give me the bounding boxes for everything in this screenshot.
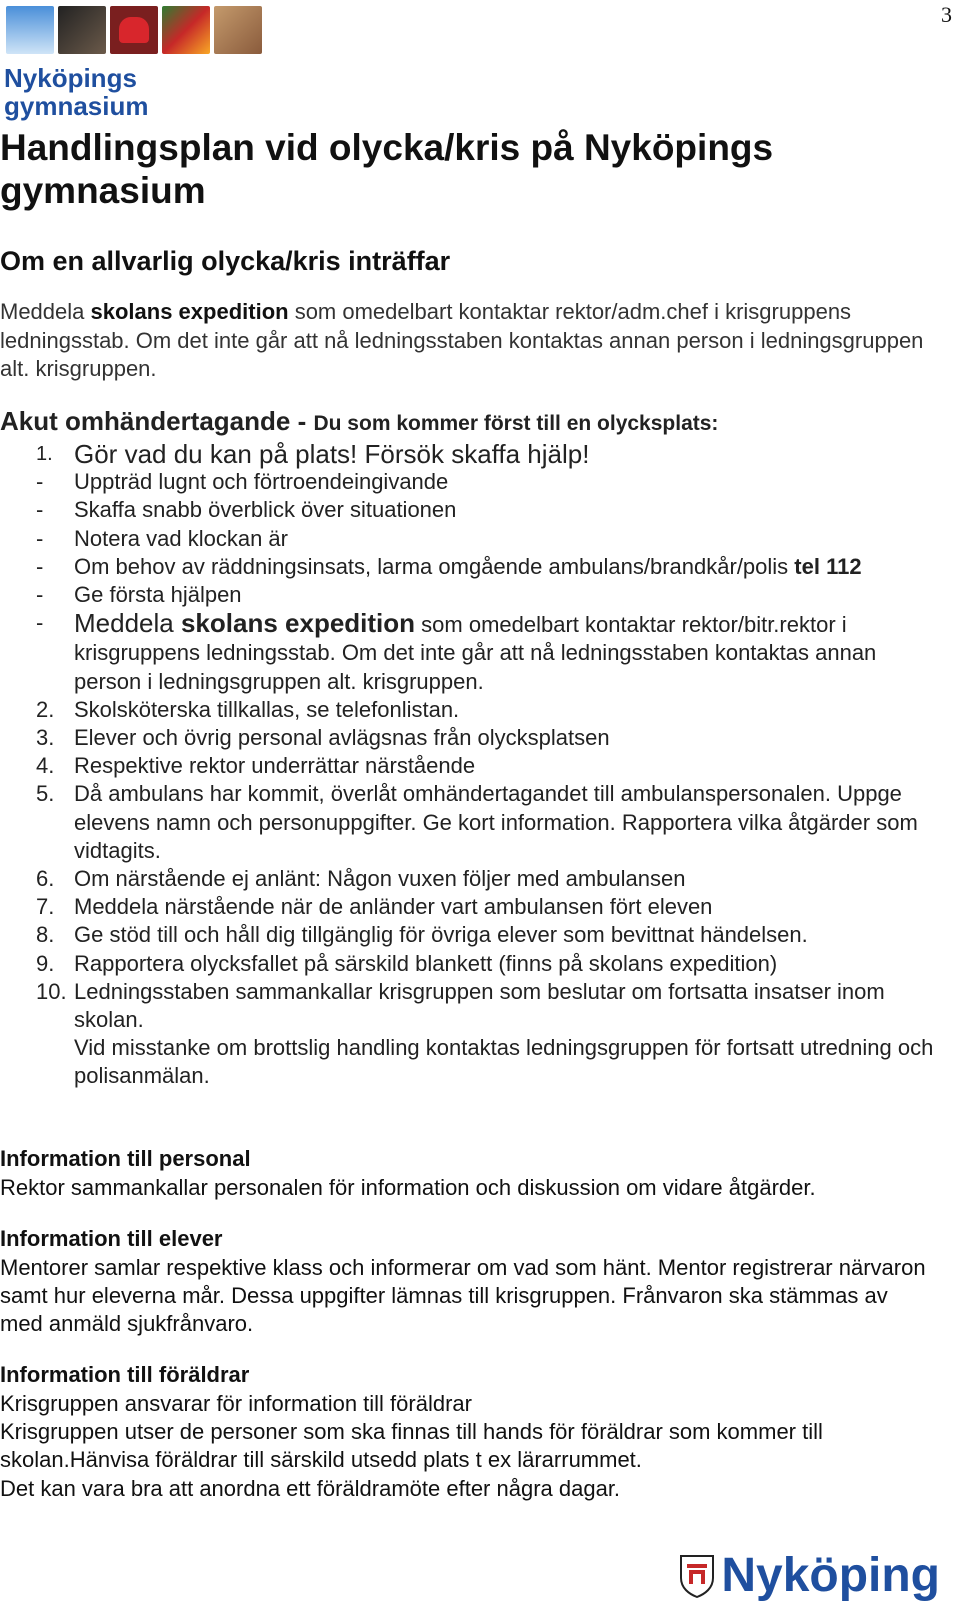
list-marker: -: [36, 582, 44, 608]
library-heart-icon: [110, 6, 158, 54]
section-subtitle: Om en allvarlig olycka/kris inträffar: [0, 246, 451, 276]
list-text: Gör vad du kan på plats! Försök skaffa hjälp!: [74, 439, 590, 469]
action-list: [0, 440, 940, 1091]
list-item: [0, 609, 940, 696]
music-photo-icon: [58, 6, 106, 54]
list-text: Uppträd lugnt och förtroendeingivande: [74, 469, 449, 495]
school-logo-line1: Nyköpings: [4, 63, 137, 93]
list-text: Om närstående ej anlänt: Någon vuxen följer med ambulansen: [74, 866, 686, 892]
list-marker: 8.: [36, 922, 55, 948]
list-text: Meddela närstående när de anländer vart ambulansen fört eleven: [74, 894, 713, 920]
list-item: [0, 978, 940, 1091]
footer-logo: [679, 1548, 940, 1603]
info-personal-heading: Information till personal: [0, 1146, 251, 1171]
list-text: Ge första hjälpen: [74, 582, 242, 608]
list-marker: 1.: [36, 443, 53, 465]
footer-logo-text: Nyköping: [721, 1549, 940, 1602]
list-text: Rapportera olycksfallet på särskild blankett (finns på skolans expedition): [74, 950, 778, 976]
step10-text: Ledningsstaben sammankallar krisgruppen som beslutar om fortsatta insatser inom skolan.: [74, 978, 885, 1033]
list-marker: 9.: [36, 950, 55, 976]
list-text: [74, 978, 940, 1091]
school-logo-line2: gymnasium: [4, 91, 149, 121]
list-text: Elever och övrig personal avlägsnas från olycksplatsen: [74, 725, 610, 751]
foraldrar-line: Krisgruppen utser de personer som ska finnas till hands för föräldrar som kommer till skolan.Hänvisa föräldrar till särskild utsedd plats t ex lärarrummet.: [0, 1419, 823, 1473]
meddela-prefix: Meddela: [74, 608, 181, 639]
list-item: [0, 950, 940, 978]
info-elever-body: Mentorer samlar respektive klass och informerar om vad som hänt. Mentor registrerar närvaron samt hur eleverna mår. Dessa uppgifter lämnas till krisgruppen. Frånvaron ska stämmas av med anmäld sjukfrånvaro.: [0, 1255, 926, 1337]
list-marker: -: [36, 497, 44, 523]
list-text: Då ambulans har kommit, överlåt omhändertagandet till ambulanspersonalen. Uppge elevens namn och personuppgifter. Ge kort information. Rapportera vilka åtgärder som vidtagits.: [74, 781, 918, 863]
info-elever-heading: Information till elever: [0, 1226, 223, 1251]
list-marker: 7.: [36, 894, 55, 920]
phone-number: tel 112: [794, 553, 862, 579]
list-marker: -: [36, 610, 44, 636]
crest-icon: [679, 1554, 715, 1598]
list-item: [0, 893, 940, 921]
akut-subtitle: Du som kommer först till en olycksplats:: [313, 412, 719, 435]
list-item: [0, 496, 940, 524]
list-text-plain: Om behov av räddningsinsats, larma omgående ambulans/brandkår/polis: [74, 553, 795, 579]
info-foraldrar-body: [0, 1390, 930, 1503]
art-photo-icon: [162, 6, 210, 54]
intro-prefix: Meddela: [0, 299, 91, 324]
list-marker: 3.: [36, 725, 55, 751]
foraldrar-line: Det kan vara bra att anordna ett föräldramöte efter några dagar.: [0, 1475, 621, 1501]
akut-title: Akut omhändertagande -: [0, 406, 314, 436]
meddela-bold: skolans expedition: [180, 608, 416, 639]
list-item: [0, 780, 940, 865]
list-marker: 6.: [36, 866, 55, 892]
foraldrar-line: Krisgruppen ansvarar för information till föräldrar: [0, 1391, 472, 1416]
step10-extra: Vid misstanke om brottslig handling kontaktas ledningsgruppen för fortsatt utredning och polisanmälan.: [74, 1035, 934, 1089]
list-text: Ge stöd till och håll dig tillgänglig för övriga elever som bevittnat händelsen.: [74, 922, 808, 948]
list-item: [0, 921, 940, 949]
info-personal-body: Rektor sammankallar personalen för information och diskussion om vidare åtgärder.: [0, 1175, 816, 1200]
intro-paragraph: [0, 298, 930, 384]
list-text: [74, 609, 940, 696]
page-title: Handlingsplan vid olycka/kris på Nyköpings gymnasium: [0, 127, 774, 211]
list-item: [0, 440, 940, 468]
akut-heading: [0, 406, 718, 437]
list-item: [0, 865, 940, 893]
list-text: Skolsköterska tillkallas, se telefonlistan.: [74, 696, 460, 722]
list-item: [0, 696, 940, 724]
list-marker: -: [36, 469, 44, 495]
list-item: [0, 581, 940, 609]
list-text: Respektive rektor underrättar närstående: [74, 753, 476, 779]
list-text: Notera vad klockan är: [74, 525, 288, 551]
page-number: 3: [941, 2, 952, 27]
list-marker: 10.: [36, 978, 67, 1004]
meddela-suffix: som omedelbart kontaktar rektor/bitr.rektor i krisgruppens ledningsstab. Om det inte går att nå ledningsstaben kontaktas annan person i ledningsgruppen alt. krisgruppen.: [74, 612, 877, 694]
list-text: Skaffa snabb överblick över situationen: [74, 497, 457, 523]
list-item: [0, 525, 940, 553]
list-marker: 2.: [36, 696, 55, 722]
header-image-strip: [6, 6, 262, 54]
list-item: [0, 724, 940, 752]
list-item: [0, 553, 940, 581]
info-foraldrar-heading: Information till föräldrar: [0, 1362, 250, 1387]
intro-suffix: som omedelbart kontaktar rektor/adm.chef i krisgruppens ledningsstab. Om det inte går att nå ledningsstaben kontaktas annan person i ledningsgruppen alt. krisgruppen.: [0, 299, 924, 381]
list-item: [0, 752, 940, 780]
sky-photo-icon: [6, 6, 54, 54]
intro-bold: skolans expedition: [90, 299, 289, 324]
list-marker: -: [36, 525, 44, 551]
list-marker: 5.: [36, 781, 55, 807]
list-marker: 4.: [36, 753, 55, 779]
list-text: [74, 553, 940, 581]
list-marker: -: [36, 553, 44, 579]
school-logo: [4, 64, 149, 120]
list-item: [0, 468, 940, 496]
students-photo-icon: [214, 6, 262, 54]
